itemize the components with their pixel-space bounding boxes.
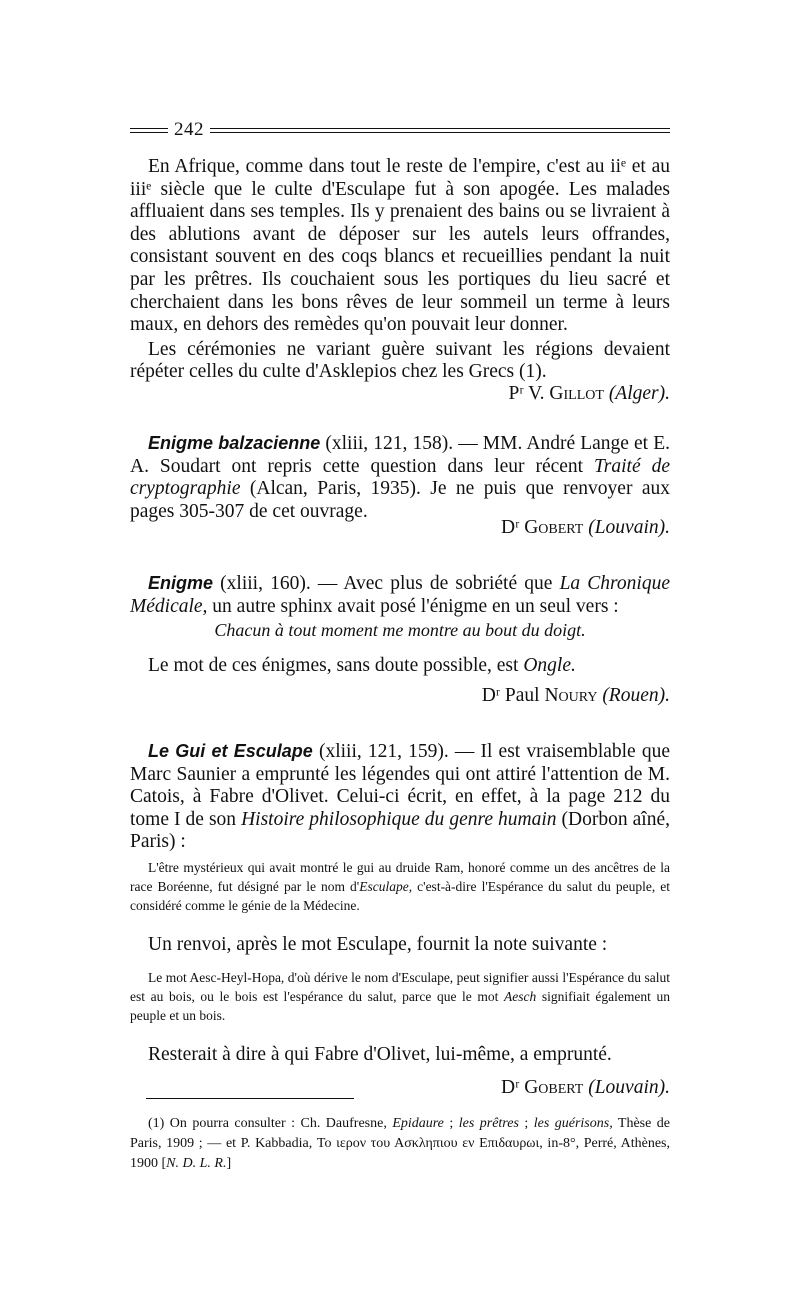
paragraph: Un renvoi, après le mot Esculape, fournit la note suivante : <box>148 934 608 955</box>
quote-text: Le mot Aesc-Heyl-Hopa, d'où dérive le nom d'Esculape, peut signifier aussi l'Espérance du salut est au bois, ou le bois est l'espérance du salut, parce que le mot Aesch signifiait également un peuple et un bois. <box>130 970 670 1023</box>
header-rule-left <box>130 128 168 133</box>
signature-place: (Rouen). <box>602 685 670 706</box>
signature-place: (Alger). <box>608 383 670 404</box>
section-gui-esculape <box>130 740 670 854</box>
footnote-text: (1) On pourra consulter : Ch. Daufresne, Epidaure ; les prêtres ; les guérisons, Thèse de Paris, 1909 ; — et P. Kabbadia, Το ιερον του Ασκληπιου εν Επιδαυρωι, in-8°, Perré, Athènes, 1900 [N. D. L. R.] <box>130 1116 671 1171</box>
section-enigme-balzacienne <box>130 432 670 523</box>
signature-title: Dʳ <box>501 517 520 538</box>
answer-word: Ongle. <box>523 655 576 676</box>
paragraph: Resterait à dire à qui Fabre d'Olivet, lui-même, a emprunté. <box>148 1044 612 1065</box>
signature-name: Gobert <box>524 517 584 538</box>
book-title: Histoire philosophique du genre humain <box>241 808 557 830</box>
paragraph: Le Gui et Esculape (xliii, 121, 159). — Il est vraisemblable que Marc Saunier a emprunté les légendes qui ont attiré l'attention de M. Catois, à Fabre d'Olivet. Celui-ci écrit, en effet, à la page 212 du tome I de son Histoire philosophique du genre humain (Dorbon aîné, Paris) : <box>130 741 670 853</box>
block-quote-2 <box>130 968 670 1025</box>
footnote-rule <box>146 1098 354 1099</box>
signature-name: Noury <box>544 685 598 706</box>
paragraph: Enigme balzacienne (xliii, 121, 158). — MM. André Lange et E. A. Soudart ont repris cette question dans leur récent Traité de cryptographie (Alcan, Paris, 1935). Je ne puis que renvoyer aux pages 305-307 de cet ouvrage. <box>130 433 670 522</box>
section-gui-mid <box>130 934 670 957</box>
entry-title: Enigme <box>148 573 214 593</box>
paragraph: Les cérémonies ne variant guère suivant les régions devaient répéter celles du culte d'Asklepios chez les Grecs (1). <box>130 338 670 383</box>
quote-text: L'être mystérieux qui avait montré le gui au druide Ram, honoré comme un des ancêtres de la race Boréenne, fut désigné par le nom d'Esculape, c'est-à-dire l'Espérance du salut du peuple, et considéré comme le génie de la Médecine. <box>130 860 670 913</box>
block-quote-1 <box>130 858 670 915</box>
section-enigme-answer <box>130 655 670 678</box>
signature-name: Gobert <box>524 1077 584 1098</box>
section-enigme <box>130 572 670 618</box>
paragraph: Enigme (xliii, 160). — Avec plus de sobriété que La Chronique Médicale, un autre sphinx avait posé l'énigme en un seul vers : <box>130 573 670 617</box>
signature-title: Pʳ V. <box>508 383 545 404</box>
signature <box>482 684 670 708</box>
section-afrique <box>130 156 670 384</box>
signature <box>501 516 670 540</box>
section-gui-end <box>130 1044 670 1067</box>
footnote <box>130 1114 670 1174</box>
signature-title: Dʳ <box>501 1077 520 1098</box>
entry-title: Enigme balzacienne <box>148 433 321 453</box>
verse-quote: Chacun à tout moment me montre au bout du doigt. <box>214 620 586 640</box>
signature-name: Gillot <box>549 383 604 404</box>
signature <box>508 382 670 406</box>
header-rule-right <box>210 128 670 133</box>
signature-title: Dʳ Paul <box>481 685 540 706</box>
signature <box>501 1076 670 1100</box>
page-number: 242 <box>174 119 204 140</box>
signature-place: (Louvain). <box>588 1077 670 1098</box>
page-header <box>130 118 670 142</box>
journal-title: La Chronique Médicale, <box>130 573 670 617</box>
paragraph: En Afrique, comme dans tout le reste de l'empire, c'est au iiᵉ et au iiiᵉ siècle que le culte d'Esculape fut à son apogée. Les malades affluaient dans ses temples. Ils y prenaient des bains ou se livraient à des ablutions avant de déposer sur les autels leurs offrandes, consistant souvent en des coqs blancs et recueillies pendant la nuit par les prêtres. Ils couchaient sous les portiques du lieu sacré et cherchaient dans les bons rêves de leur sommeil un terme à leurs maux, en dehors des remèdes qu'on pouvait leur donner. <box>130 156 670 336</box>
paragraph: Le mot de ces énigmes, sans doute possible, est Ongle. <box>148 655 576 676</box>
entry-title: Le Gui et Esculape <box>148 741 313 761</box>
book-title: Traité de cryptographie <box>130 455 670 500</box>
signature-place: (Louvain). <box>588 517 670 538</box>
